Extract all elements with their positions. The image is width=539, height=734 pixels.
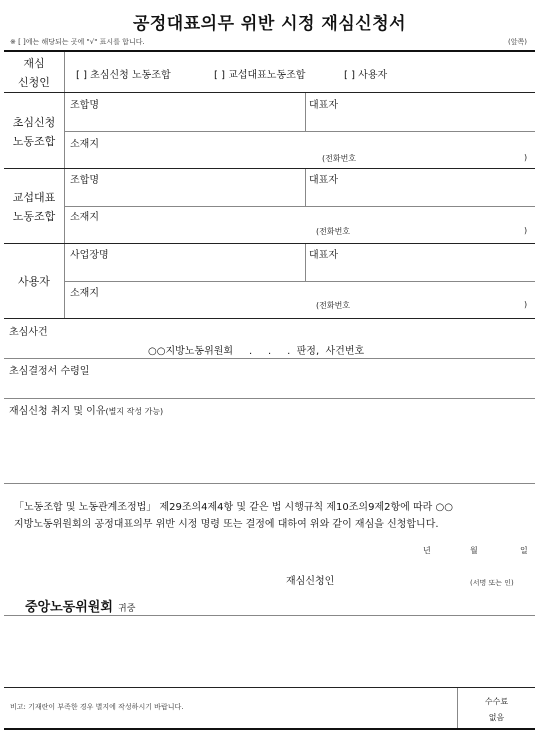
declaration-line1: 「노동조합 및 노동관계조정법」 제29조의4제4항 및 같은 법 시행규칙 제10조의9제2항에 따라 ○○ [14,502,453,513]
bargaining-union-mid-divider [305,169,306,206]
applicant-option-employer[interactable]: [ ] 사용자 [344,70,388,81]
date-day[interactable]: 일 [520,546,528,555]
applicant-option-initial-union[interactable]: [ ] 초심신청 노동조합 [76,70,171,81]
addressee [25,596,135,615]
date-month[interactable]: 월 [470,546,478,555]
rule-addressee-bottom [4,615,535,616]
addressee-suffix: 귀중 [118,604,136,614]
rule-initial-union-mid [64,131,535,132]
employer-phone-close: ) [524,300,528,309]
initial-union-representative-field[interactable]: 대표자 [309,100,338,111]
rule-initial-union-bottom [4,168,535,169]
rule-bargaining-union-bottom [4,243,535,244]
bottom-rule [4,728,535,730]
date-year[interactable]: 년 [423,546,431,555]
instruction-note: ※ [ ]에는 해당되는 곳에 "√" 표시를 합니다. [10,38,145,46]
bargaining-union-name-field[interactable]: 조합명 [70,175,99,186]
initial-union-address-field[interactable]: 소재지 [70,139,99,150]
fee-box [458,694,535,726]
bargaining-union-phone-close: ) [524,226,528,235]
initial-union-mid-divider [305,93,306,131]
initial-union-name-field[interactable]: 조합명 [70,100,99,111]
purpose-textarea[interactable] [9,418,529,480]
purpose-label [9,402,163,417]
bargaining-union-label-line2: 노동조합 [12,210,56,223]
employer-phone-label: (전화번호 [316,301,351,310]
rule-employer-bottom [4,318,535,319]
bargaining-union-address-field[interactable]: 소재지 [70,212,99,223]
initial-union-label [4,113,64,151]
initial-union-phone-label: (전화번호 [322,154,357,163]
rule-bargaining-union-mid [64,206,535,207]
employer-mid-divider [305,244,306,281]
rule-applicant-bottom [4,92,535,93]
rule-employer-mid [64,281,535,282]
applicant-divider [64,52,65,92]
receipt-date-label[interactable]: 초심결정서 수령일 [9,366,90,377]
applicant-label [4,54,64,92]
initial-union-label-line1: 초심신청 [12,116,56,129]
applicant-label-line2: 신청인 [18,76,50,89]
rule-footer-top [4,687,535,688]
employer-workplace-field[interactable]: 사업장명 [70,250,109,261]
employer-label: 사용자 [18,275,50,288]
signer-label: 재심신청인 [286,576,335,587]
addressee-name: 중앙노동위원회 [25,600,113,615]
rule-receipt-date-bottom [4,398,535,399]
document-title: 공정대표의무 위반 시정 재심신청서 [132,14,407,34]
fee-value: 없음 [488,713,505,722]
applicant-option-bargaining-union[interactable]: [ ] 교섭대표노동조합 [214,70,306,81]
declaration-line2: 지방노동위원회의 공정대표의무 위반 시정 명령 또는 결정에 대하여 위와 같이 재심을 신청합니다. [14,519,439,530]
applicant-label-line1: 재심 [23,57,45,70]
initial-union-label-line2: 노동조합 [12,135,56,148]
rule-initial-case-bottom [4,358,535,359]
signer-sign-note[interactable]: (서명 또는 인) [470,579,514,587]
page-side-label: (앞쪽) [508,38,527,46]
purpose-label-note: (별지 작성 가능) [105,407,164,416]
purpose-label-text: 재심신청 취지 및 이유 [9,406,106,417]
bargaining-union-phone-label: (전화번호 [316,227,351,236]
fee-label: 수수료 [484,697,509,706]
initial-union-phone-close: ) [524,153,528,162]
rule-purpose-bottom [4,483,535,484]
initial-case-content[interactable]: ○○지방노동위원회 . . . 판정, 사건번호 [148,346,365,357]
bargaining-union-label [4,188,64,226]
bargaining-union-representative-field[interactable]: 대표자 [309,175,338,186]
employer-address-field[interactable]: 소재지 [70,288,99,299]
bargaining-union-label-line1: 교섭대표 [12,191,56,204]
footer-remark: 비고: 기재란이 부족한 경우 별지에 작성하시기 바랍니다. [10,703,184,711]
top-rule [4,50,535,52]
initial-case-label: 초심사건 [9,327,48,338]
employer-representative-field[interactable]: 대표자 [309,250,338,261]
